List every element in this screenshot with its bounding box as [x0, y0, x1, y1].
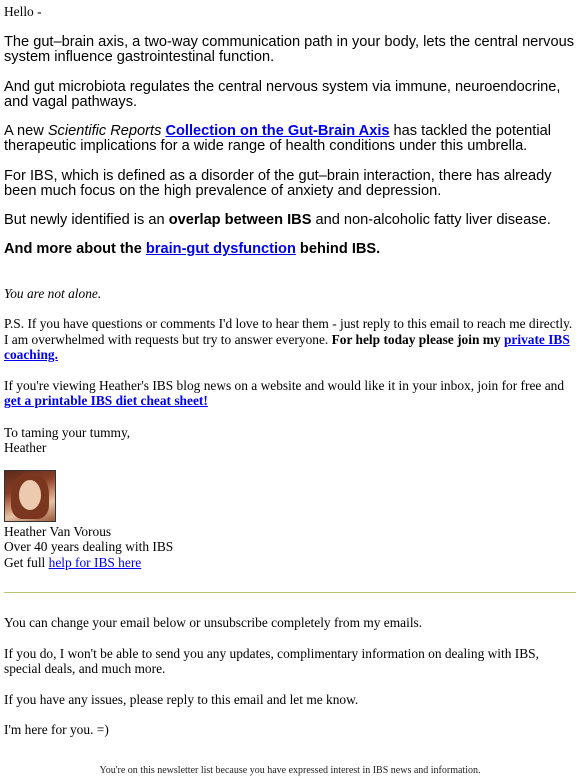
viewing-paragraph	[4, 378, 576, 409]
ps-paragraph	[4, 316, 576, 363]
brain-gut-link[interactable]: brain-gut dysfunction	[145, 241, 296, 257]
text: If you're viewing Heather's IBS blog news on a website and would like it in your inbox, join for free and	[4, 377, 565, 393]
footer-updates: If you do, I won't be able to send you any updates, complimentary information on dealing with IBS, special deals, and much more.	[4, 645, 539, 676]
signature-line: Over 40 years dealing with IBS	[4, 539, 174, 554]
paragraph-scientific-reports	[4, 124, 576, 155]
bold-text: overlap between IBS	[168, 211, 312, 228]
signature-name: Heather Van Vorous	[4, 523, 112, 539]
closing: To taming your tummy,	[4, 424, 131, 440]
footer-here-for-you: I'm here for you. =)	[4, 722, 109, 737]
author-photo	[4, 470, 56, 522]
greeting: Hello -	[4, 4, 42, 19]
help-link[interactable]: help for IBS here	[48, 554, 142, 570]
text: behind IBS.	[295, 241, 381, 257]
bold-text: For help today please join my	[331, 331, 504, 347]
cheat-sheet-link[interactable]: get a printable IBS diet cheat sheet!	[4, 393, 208, 408]
not-alone-text: You are not alone.	[4, 285, 102, 301]
paragraph-gut-brain-axis: The gut–brain axis, a two-way communication path in your body, lets the central nervous system influence gastrointestinal function.	[4, 33, 574, 65]
text: has tackled the potential therapeutic implications for a wide range of health conditions under this umbrella.	[4, 122, 551, 154]
text: And more about the	[4, 241, 146, 257]
text: and non-alcoholic fatty liver disease.	[311, 211, 551, 228]
footer-note: You're on this newsletter list because you have expressed interest in IBS news and information.	[99, 765, 481, 776]
journal-name: Scientific Reports	[47, 122, 162, 139]
paragraph-ibs-definition: For IBS, which is defined as a disorder of the gut–brain interaction, there has already been much focus on the high prevalence of anxiety and depression.	[4, 167, 552, 199]
divider	[4, 592, 576, 593]
collection-link[interactable]: Collection on the Gut-Brain Axis	[165, 122, 390, 139]
text: A new	[4, 122, 48, 139]
paragraph-overlap	[4, 213, 576, 229]
footer-change-email: You can change your email below or unsubscribe completely from my emails.	[4, 615, 423, 630]
closing-name: Heather	[4, 440, 47, 455]
text: P.S. If you have questions or comments I'd love to hear them - just reply to this email to reach me directly. I am overwhelmed with requests but try to answer everyone.	[4, 316, 573, 347]
paragraph-gut-microbiota: And gut microbiota regulates the central nervous system via immune, neuroendocrine, and vagal pathways.	[4, 78, 561, 110]
text: Get full	[4, 554, 49, 570]
coaching-link[interactable]: private IBS coaching.	[4, 331, 570, 362]
text: But newly identified is an	[4, 211, 169, 228]
footer-issues: If you have any issues, please reply to this email and let me know.	[4, 691, 359, 707]
signature-help	[4, 555, 576, 571]
face-shape	[19, 480, 41, 510]
paragraph-brain-gut	[4, 242, 576, 258]
